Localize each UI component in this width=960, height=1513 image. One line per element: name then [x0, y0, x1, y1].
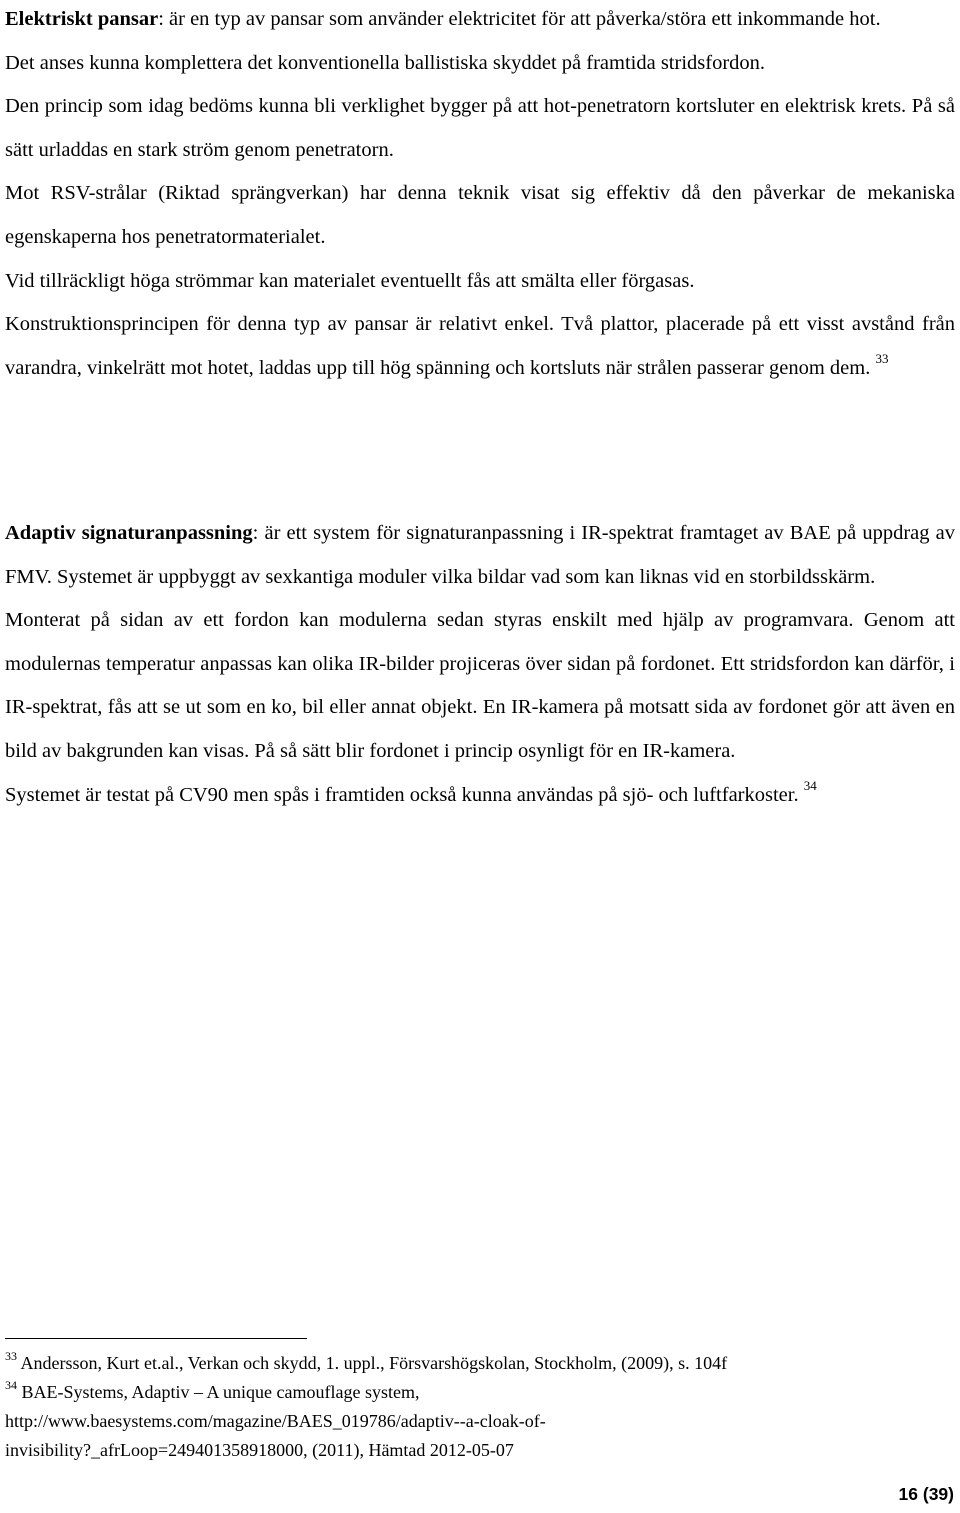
section-adaptive-signature — [5, 512, 955, 817]
term-heading: Elektriskt pansar — [5, 8, 159, 30]
paragraph: Vid tillräckligt höga strömmar kan materialet eventuellt fås att smälta eller förgasas. — [5, 269, 695, 292]
footnote — [5, 1378, 945, 1407]
paragraph — [5, 774, 955, 818]
footnote — [5, 1349, 945, 1378]
footnote-url-line[interactable]: http://www.baesystems.com/magazine/BAES_019786/adaptiv--a-cloak-of- — [5, 1411, 546, 1431]
paragraph — [5, 512, 955, 599]
term-heading: Adaptiv signaturanpassning — [5, 522, 253, 544]
footnote-separator — [5, 1338, 307, 1339]
paragraph: Mot RSV-strålar (Riktad sprängverkan) har denna teknik visat sig effektiv då den påverkar de mekaniska egenskaperna hos penetratormaterialet. — [5, 182, 955, 248]
paragraph — [5, 303, 955, 390]
page-number: 16 (39) — [898, 1484, 954, 1504]
footnote-reference: 34 — [803, 778, 817, 794]
paragraph-text: : är en typ av pansar som använder elektricitet för att påverka/störa ett inkommande hot. — [158, 8, 881, 30]
paragraph: Den princip som idag bedöms kunna bli verklighet bygger på att hot-penetratorn kortsluter en elektrisk krets. På så sätt urladdas en stark ström genom penetratorn. — [5, 95, 955, 161]
footnote-text: Andersson, Kurt et.al., Verkan och skydd, 1. uppl., Försvarshögskolan, Stockholm, (2009), s. 104f — [20, 1353, 728, 1373]
footnote-text: BAE-Systems, Adaptiv – A unique camouflage system, — [21, 1382, 420, 1402]
footnote-number: 33 — [5, 1348, 17, 1363]
paragraph: Det anses kunna komplettera det konventionella ballistiska skyddet på framtida stridsfordon. — [5, 51, 766, 74]
footnote-number: 34 — [5, 1377, 17, 1392]
paragraph — [5, 0, 955, 42]
paragraph-text: : är ett system för signaturanpassning i IR-spektrat framtaget av BAE på uppdrag av FMV. Systemet är uppbyggt av sexkantiga moduler vilka bildar vad som kan liknas vid en storbildsskärm. — [5, 522, 955, 588]
footnote-url-line[interactable]: invisibility?_afrLoop=249401358918000, (2011), Hämtad 2012-05-07 — [5, 1440, 514, 1460]
footnotes — [5, 1349, 945, 1465]
section-electric-armor — [5, 0, 955, 390]
paragraph: Monterat på sidan av ett fordon kan modulerna sedan styras enskilt med hjälp av programvara. Genom att modulernas temperatur anpassas kan olika IR-bilder projiceras över sidan på fordonet. Ett stridsfordon kan därför, i IR-spektrat, fås att se ut som en ko, bil eller annat objekt. En IR-kamera på motsatt sida av fordonet gör att även en bild av bakgrunden kan visas. På så sätt blir fordonet i princip osynligt för en IR-kamera. — [5, 609, 955, 762]
footnote-reference: 33 — [875, 351, 889, 367]
paragraph-text: Konstruktionsprincipen för denna typ av pansar är relativt enkel. Två plattor, placerade på ett visst avstånd från varandra, vinkelrätt mot hotet, laddas upp till hög spänning och kortsluts när strålen passerar genom dem. — [5, 313, 955, 379]
paragraph-text: Systemet är testat på CV90 men spås i framtiden också kunna användas på sjö- och luftfarkoster. — [5, 783, 799, 806]
